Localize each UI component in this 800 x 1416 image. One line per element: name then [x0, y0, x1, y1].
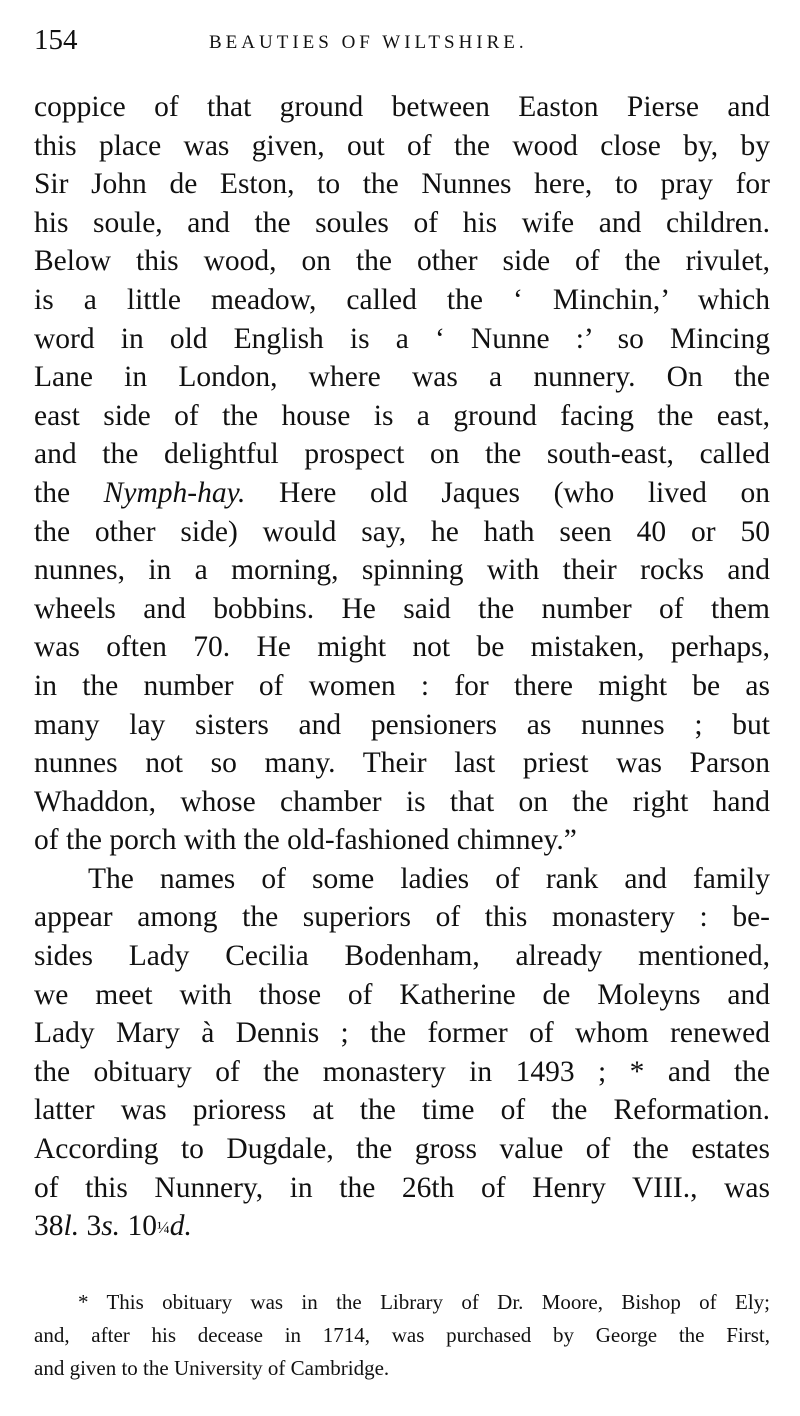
text-line: sides Lady Cecilia Bodenham, already mentioned,: [34, 940, 770, 973]
text-line: his soule, and the soules of his wife and children.: [34, 206, 770, 239]
paragraph-start-line: The names of some ladies of rank and family: [88, 862, 770, 895]
text-line: of the porch with the old-fashioned chimney.”: [34, 824, 577, 857]
shillings-value: 3: [79, 1210, 102, 1243]
value-line: [34, 1207, 770, 1246]
book-page: [34, 22, 770, 1246]
text-line: According to Dugdale, the gross value of the estates: [34, 1133, 770, 1166]
text-line: the other side) would say, he hath seen 40 or 50: [34, 515, 770, 548]
text-line: Whaddon, whose chamber is that on the right hand: [34, 785, 770, 818]
footnote-line: and, after his decease in 1714, was purchased by George the First,: [34, 1323, 770, 1347]
body-text: [34, 88, 770, 1246]
text-segment: the: [34, 476, 104, 509]
text-line: Sir John de Eston, to the Nunnes here, to pray for: [34, 168, 770, 201]
text-line: many lay sisters and pensioners as nunnes ; but: [34, 708, 770, 741]
text-line: Lane in London, where was a nunnery. On the: [34, 361, 770, 394]
text-line: appear among the superiors of this monastery : be-: [34, 901, 770, 934]
pounds-value: 38: [34, 1210, 64, 1243]
text-line: word in old English is a ‘ Nunne :’ so Mincing: [34, 322, 770, 355]
text-line: and the delightful prospect on the south-east, called: [34, 438, 770, 471]
text-line: wheels and bobbins. He said the number of them: [34, 592, 770, 625]
text-line: was often 70. He might not be mistaken, perhaps,: [34, 631, 770, 664]
text-line-nymph-hay: [34, 474, 770, 513]
pounds-abbrev: l.: [63, 1210, 80, 1243]
shillings-abbrev: s.: [101, 1210, 121, 1243]
footnote-line: * This obituary was in the Library of Dr. Moore, Bishop of Ely;: [78, 1290, 770, 1314]
text-line: is a little meadow, called the ‘ Minchin,’ which: [34, 283, 770, 316]
running-title: BEAUTIES OF WILTSHIRE.: [209, 32, 528, 53]
text-line: Below this wood, on the other side of the rivulet,: [34, 245, 770, 278]
text-line: coppice of that ground between Easton Pierse and: [34, 91, 770, 123]
footnote: [34, 1286, 770, 1385]
text-line: Lady Mary à Dennis ; the former of whom renewed: [34, 1017, 770, 1050]
running-head: [34, 22, 770, 62]
pence-fraction: ¼: [156, 1218, 170, 1238]
text-line: latter was prioress at the time of the Reformation.: [34, 1094, 770, 1127]
text-segment: Here old Jaques (who lived on: [245, 476, 770, 509]
text-line: this place was given, out of the wood close by, by: [34, 129, 770, 162]
text-line: the obituary of the monastery in 1493 ; * and the: [34, 1055, 770, 1088]
page-number: 154: [34, 24, 78, 56]
text-line: east side of the house is a ground facing the east,: [34, 399, 770, 432]
text-line: we meet with those of Katherine de Moleyns and: [34, 978, 770, 1011]
text-line: in the number of women : for there might be as: [34, 669, 770, 702]
pence-abbrev: d.: [169, 1210, 192, 1243]
pence-value: 10: [120, 1210, 157, 1243]
text-line: nunnes, in a morning, spinning with their rocks and: [34, 554, 770, 587]
text-line: nunnes not so many. Their last priest was Parson: [34, 747, 770, 780]
footnote-line: and given to the University of Cambridge.: [34, 1356, 390, 1380]
text-line: of this Nunnery, in the 26th of Henry VIII., was: [34, 1171, 770, 1204]
italic-place-name: Nymph-hay.: [103, 476, 246, 509]
